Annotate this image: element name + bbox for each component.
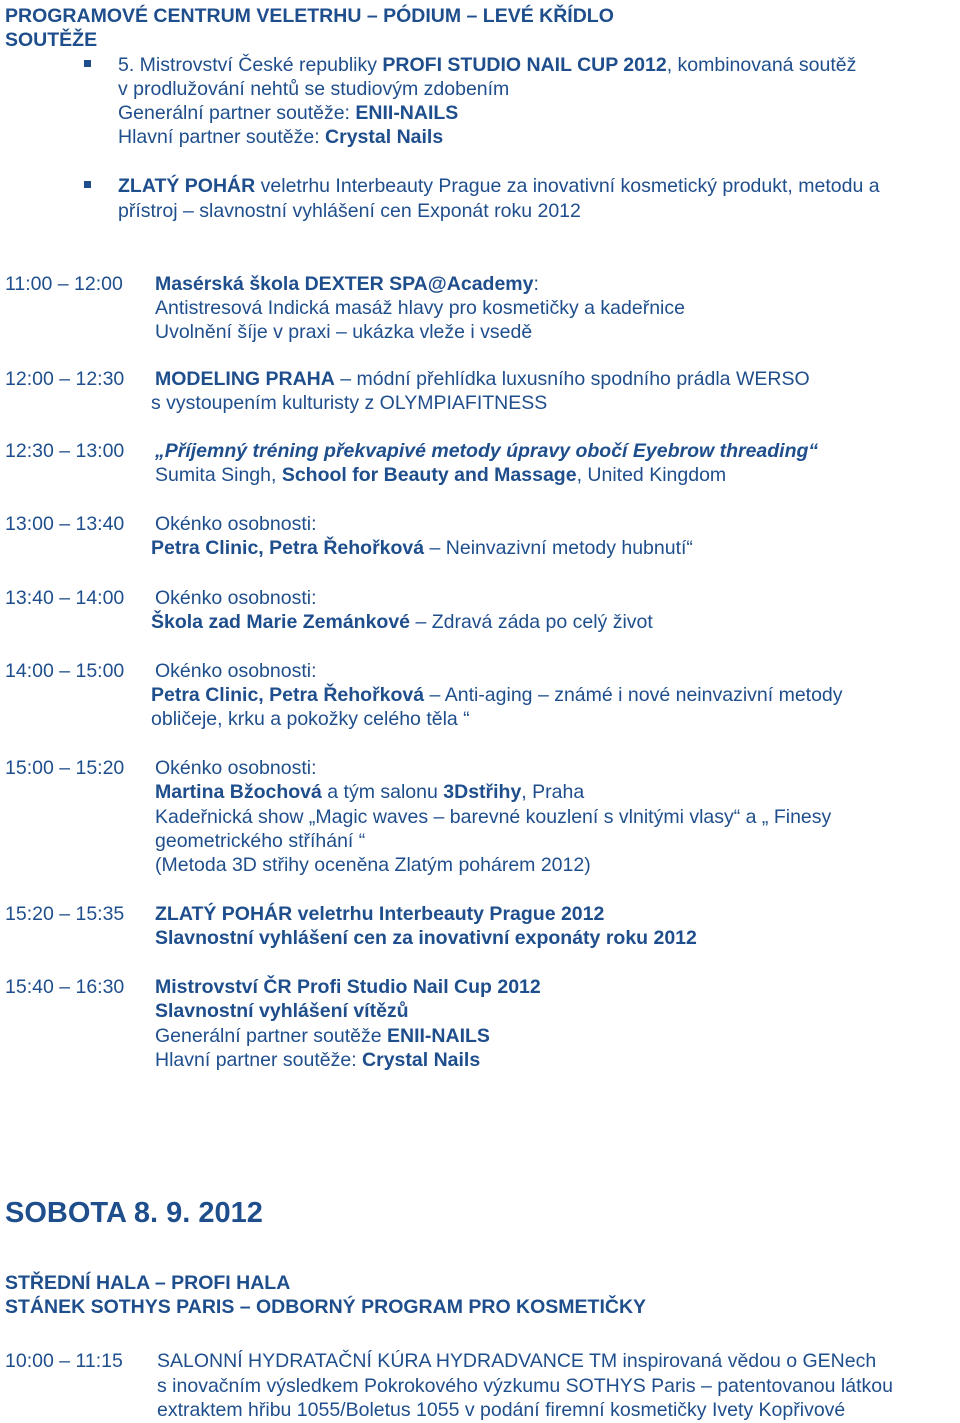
schedule-line: Antistresová Indická masáž hlavy pro kosmetičky a kadeřnice <box>155 297 685 319</box>
schedule-line: „Příjemný tréning překvapivé metody úpravy obočí Eyebrow threading“ <box>155 440 819 462</box>
schedule-time: 12:30 – 13:00 <box>5 440 125 462</box>
schedule-line: Slavnostní vyhlášení vítězů <box>155 1000 409 1022</box>
schedule-time: 10:00 – 11:15 <box>5 1350 123 1372</box>
schedule-line: Okénko osobnosti: <box>155 513 317 535</box>
schedule-line: Masérská škola DEXTER SPA@Academy: <box>155 273 539 295</box>
schedule-line: Petra Clinic, Petra Řehořková – Anti-aging – známé i nové neinvazivní metody <box>151 684 843 706</box>
bullet-square-icon <box>84 181 91 188</box>
bullet-1-line2: v prodlužování nehtů se studiovým zdobením <box>118 78 510 100</box>
bullet-square-icon <box>84 60 91 67</box>
schedule-line: geometrického stříhání “ <box>155 830 366 852</box>
schedule-line: obličeje, krku a pokožky celého těla “ <box>151 708 470 730</box>
bullet-2-line2: přístroj – slavnostní vyhlášení cen Exponát roku 2012 <box>118 200 581 222</box>
bullet-1-line1: 5. Mistrovství České republiky PROFI STUDIO NAIL CUP 2012, kombinovaná soutěž <box>118 54 857 76</box>
schedule-line: Kadeřnická show „Magic waves – barevné kouzlení s vlnitými vlasy“ a „ Finesy <box>155 806 832 828</box>
schedule-line: Slavnostní vyhlášení cen za inovativní exponáty roku 2012 <box>155 927 697 949</box>
schedule-time: 15:00 – 15:20 <box>5 757 125 779</box>
schedule-line: Generální partner soutěže ENII-NAILS <box>155 1025 490 1047</box>
schedule-line: ZLATÝ POHÁR veletrhu Interbeauty Prague 2012 <box>155 903 605 925</box>
schedule-line: MODELING PRAHA – módní přehlídka luxusního spodního prádla WERSO <box>155 368 810 390</box>
schedule-line: extraktem hřibu 1055/Boletus 1055 v podání firemní kosmetičky Ivety Kopřivové <box>157 1399 846 1421</box>
schedule-time: 13:40 – 14:00 <box>5 587 125 609</box>
schedule-time: 15:40 – 16:30 <box>5 976 125 998</box>
schedule-line: Sumita Singh, School for Beauty and Massage, United Kingdom <box>155 464 727 486</box>
schedule-line: Okénko osobnosti: <box>155 757 317 779</box>
hall-title: STŘEDNÍ HALA – PROFI HALA <box>5 1272 291 1294</box>
bullet-1-line3: Generální partner soutěže: ENII-NAILS <box>118 102 459 124</box>
schedule-time: 11:00 – 12:00 <box>5 273 123 295</box>
saturday-date-title: SOBOTA 8. 9. 2012 <box>5 1197 263 1229</box>
schedule-line: Petra Clinic, Petra Řehořková – Neinvazivní metody hubnutí“ <box>151 537 693 559</box>
schedule-line: Martina Bžochová a tým salonu 3Dstřihy, Praha <box>155 781 585 803</box>
schedule-line: Uvolnění šíje v praxi – ukázka vleže i vsedě <box>155 321 533 343</box>
schedule-time: 12:00 – 12:30 <box>5 368 125 390</box>
schedule-line: Mistrovství ČR Profi Studio Nail Cup 2012 <box>155 976 541 998</box>
schedule-time: 13:00 – 13:40 <box>5 513 125 535</box>
schedule-line: Okénko osobnosti: <box>155 587 317 609</box>
schedule-line: s inovačním výsledkem Pokrokového výzkumu SOTHYS Paris – patentovanou látkou <box>157 1375 893 1397</box>
schedule-line: SALONNÍ HYDRATAČNÍ KÚRA HYDRADVANCE TM inspirovaná vědou o GENech <box>157 1350 877 1372</box>
program-title: PROGRAMOVÉ CENTRUM VELETRHU – PÓDIUM – LEVÉ KŘÍDLO <box>5 5 614 27</box>
schedule-line: (Metoda 3D střihy oceněna Zlatým pohárem 2012) <box>155 854 591 876</box>
schedule-line: Škola zad Marie Zemánkové – Zdravá záda po celý život <box>151 611 653 633</box>
schedule-time: 15:20 – 15:35 <box>5 903 125 925</box>
bullet-2-line1: ZLATÝ POHÁR veletrhu Interbeauty Prague za inovativní kosmetický produkt, metodu a <box>118 175 880 197</box>
schedule-line: s vystoupením kulturisty z OLYMPIAFITNESS <box>151 392 548 414</box>
stand-title: STÁNEK SOTHYS PARIS – ODBORNÝ PROGRAM PRO KOSMETIČKY <box>5 1296 647 1318</box>
schedule-time: 14:00 – 15:00 <box>5 660 125 682</box>
section-title: SOUTĚŽE <box>5 29 98 51</box>
schedule-line: Okénko osobnosti: <box>155 660 317 682</box>
schedule-line: Hlavní partner soutěže: Crystal Nails <box>155 1049 481 1071</box>
bullet-1-line4: Hlavní partner soutěže: Crystal Nails <box>118 126 444 148</box>
